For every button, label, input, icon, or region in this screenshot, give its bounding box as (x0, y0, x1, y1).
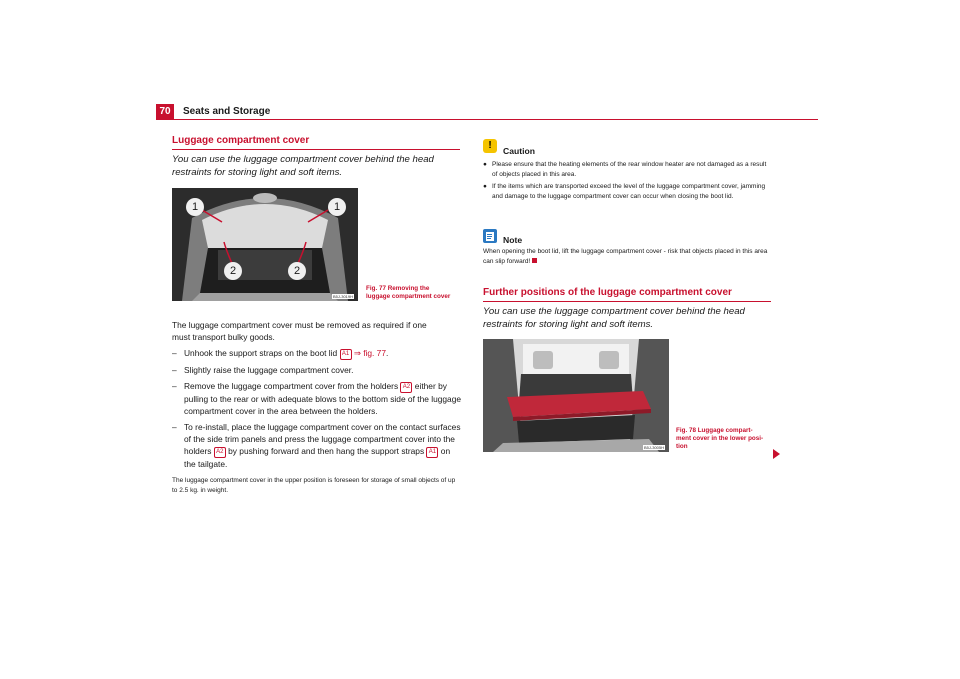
section-rule (483, 301, 771, 302)
step-item: – To re-install, place the luggage compartment cover on the contact surfaces of the side trim panels and press the luggage compartment cover into the holders A2 by pushing forward and then hang the support straps A1 on the tailgate. (172, 422, 461, 469)
section-intro: You can use the luggage compartment cover behind the head restraints for storing light and soft items. (172, 154, 434, 178)
caption-line: tion (676, 443, 688, 450)
caption-line: luggage compartment cover (366, 293, 451, 300)
right-section-header (483, 287, 771, 331)
callout-1-right: 1 (328, 198, 346, 216)
step-text: by pushing forward and then hang the support straps (225, 446, 427, 456)
caution-box (483, 136, 773, 201)
car-boot-lower-cover-illustration (483, 339, 669, 452)
caption-line: Fig. 77 Removing the (366, 285, 430, 292)
note-box (483, 227, 773, 266)
figure-78-caption (676, 427, 776, 451)
instruction-steps (172, 347, 462, 470)
footnote: The luggage compartment cover in the upper position is foreseen for storage of small objects of up to 2.5 kg. in weight. (172, 477, 456, 494)
section-title: Further positions of the luggage compartment cover (483, 287, 732, 298)
step-item: – Slightly raise the luggage compartment cover. (172, 365, 354, 375)
step-text: either by pulling to the rear or with adequate blows to the bottom side of the luggage compartment cover in the area between the holders. (184, 381, 462, 416)
step-text: Unhook the support straps on the boot lid (184, 348, 340, 358)
figure-77-caption (366, 285, 466, 301)
badge-a1: A1 (340, 349, 352, 360)
step-item: – Remove the luggage compartment cover from the holders A2 either by pulling to the rear or with adequate blows to the bottom side of the luggage compartment cover in the area between the holders. (172, 381, 462, 416)
body-line: The luggage compartment cover must be removed as required if one (172, 320, 427, 330)
callout-2-left: 2 (224, 262, 242, 280)
note-title: Note (503, 235, 523, 245)
step-text: on the tailgate. (184, 446, 451, 469)
caution-text: Please ensure that the heating elements of the rear window heater are not damaged as a result of objects placed in this area. (492, 161, 767, 178)
caution-title: Caution (503, 146, 535, 156)
step-text: To re-install, place the luggage compartment cover on the contact surfaces of the side trim panels and press the luggage compartment cover into the holders (184, 422, 461, 456)
caution-item: ● If the items which are transported exceed the level of the luggage compartment cover, jamming and damage to the luggage compartment cover can occur when closing the boot lid. (483, 183, 766, 200)
callout-1-left: 1 (186, 198, 204, 216)
step-item: – Unhook the support straps on the boot lid A1 ⇒ fig. 77. (172, 348, 389, 358)
caption-line: ment cover in the lower posi- (676, 435, 764, 442)
figure-reference-link[interactable]: ⇒ fig. 77 (353, 348, 387, 358)
page-number: 70 (156, 104, 174, 119)
section-title: Luggage compartment cover (172, 135, 310, 146)
caution-text: If the items which are transported exceed the level of the luggage compartment cover, jamming and damage to the luggage compartment cover can occur when closing the boot lid. (492, 183, 766, 200)
callout-2-right: 2 (288, 262, 306, 280)
note-icon (483, 229, 497, 243)
warning-icon: ! (483, 139, 497, 153)
figure-78-image (483, 339, 669, 452)
figure-77-image (172, 188, 358, 301)
header-rule (156, 119, 818, 120)
body-line: must transport bulky goods. (172, 332, 275, 342)
note-text (483, 247, 773, 266)
section-rule (172, 149, 460, 150)
running-header: Seats and Storage (183, 106, 271, 117)
left-body (172, 319, 462, 495)
next-page-arrow-icon[interactable] (773, 449, 780, 459)
left-section-header (172, 135, 460, 179)
step-text: Slightly raise the luggage compartment cover. (184, 365, 354, 375)
end-marker (532, 258, 537, 263)
section-intro: You can use the luggage compartment cover behind the head restraints for storing light and soft items. (483, 306, 745, 330)
badge-a1: A1 (426, 447, 438, 458)
figure-code: B5J-3005H (644, 445, 665, 450)
note-body: When opening the boot lid, lift the luggage compartment cover - risk that objects placed in this area can slip forward! (483, 248, 768, 265)
badge-a2: A2 (214, 447, 226, 458)
caution-item: ● Please ensure that the heating elements of the rear window heater are not damaged as a result of objects placed in this area. (483, 161, 767, 178)
step-text: Remove the luggage compartment cover from the holders (184, 381, 401, 391)
badge-a2: A2 (400, 382, 412, 393)
caption-line: Fig. 78 Luggage compart- (676, 427, 753, 434)
figure-code: B5J-3019H (333, 294, 354, 299)
step-text: . (386, 348, 389, 358)
